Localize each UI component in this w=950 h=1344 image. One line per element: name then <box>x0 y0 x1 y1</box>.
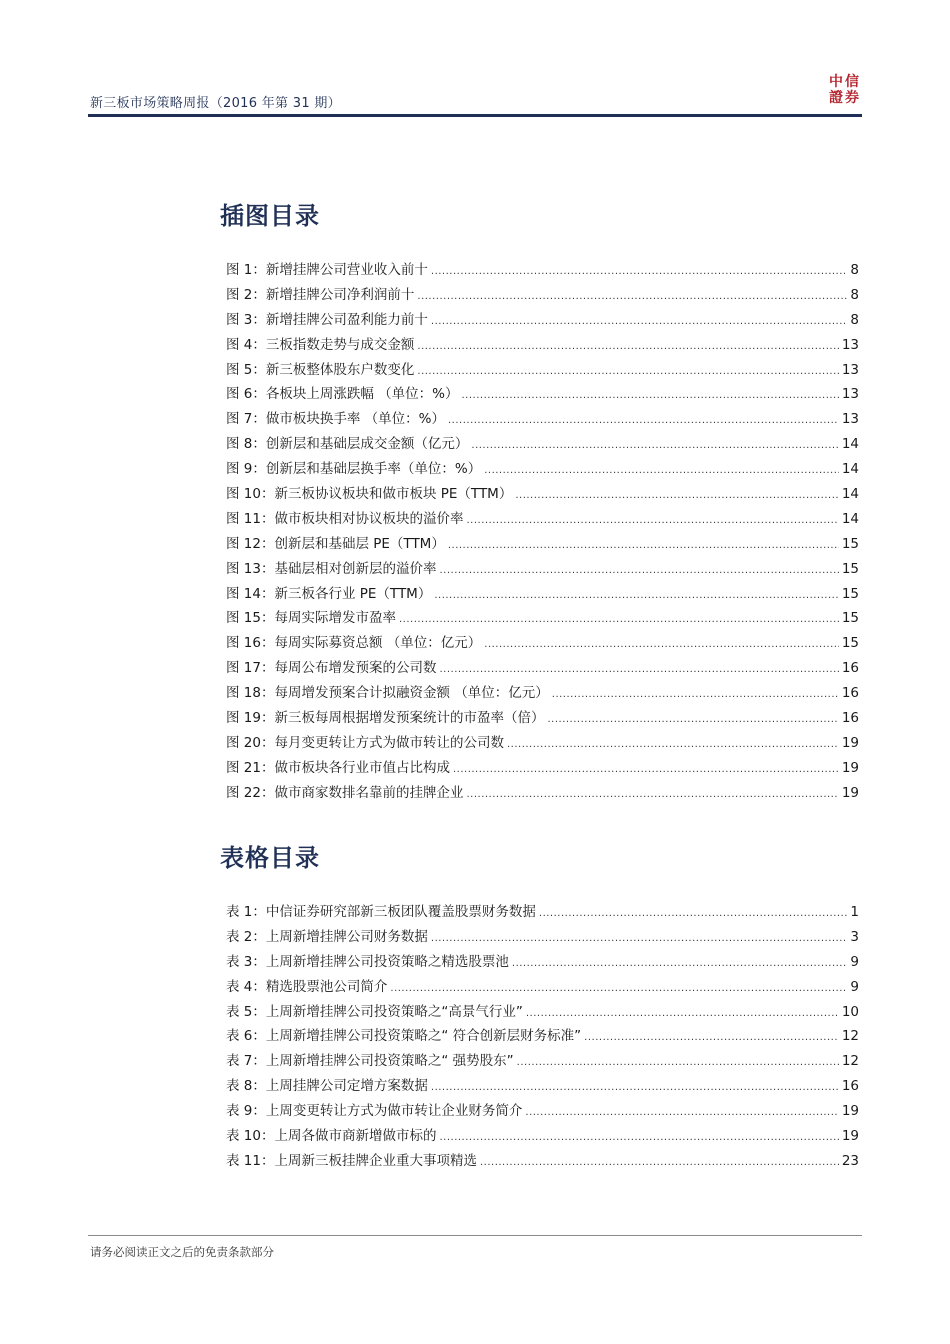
figure-toc-entry[interactable] <box>226 781 859 806</box>
logo-char: 中 <box>829 74 843 90</box>
table-toc-entry[interactable] <box>226 1074 859 1099</box>
toc-dot-leader <box>439 565 838 576</box>
toc-dot-leader <box>552 689 839 700</box>
toc-dot-leader <box>466 789 838 800</box>
toc-dot-leader <box>417 366 838 377</box>
toc-dot-leader <box>517 1057 839 1068</box>
toc-dot-leader <box>466 515 838 526</box>
table-toc-entry[interactable] <box>226 1049 859 1074</box>
toc-page-number: 1 <box>850 904 859 920</box>
toc-entry-label: 图 3：新增挂牌公司盈利能力前十 <box>226 311 428 328</box>
toc-entry-label: 表 3：上周新增挂牌公司投资策略之精选股票池 <box>226 953 509 970</box>
figure-toc-entry[interactable] <box>226 532 859 557</box>
toc-dot-leader <box>515 490 838 501</box>
toc-page-number: 19 <box>841 784 859 801</box>
figure-toc-entry[interactable] <box>226 382 859 407</box>
toc-dot-leader <box>417 341 838 352</box>
toc-entry-label: 表 6：上周新增挂牌公司投资策略之“ 符合创新层财务标准” <box>226 1028 582 1045</box>
figure-toc-entry[interactable] <box>226 308 859 333</box>
toc-dot-leader <box>480 1157 839 1168</box>
toc-page-number: 8 <box>850 311 859 328</box>
toc-entry-label: 表 4：精选股票池公司简介 <box>226 978 388 995</box>
toc-page-number: 14 <box>841 461 859 478</box>
header-divider <box>88 114 862 117</box>
figure-toc-entry[interactable] <box>226 756 859 781</box>
figure-toc-entry[interactable] <box>226 333 859 358</box>
tables-toc-list <box>226 900 859 1174</box>
toc-entry-label: 表 2：上周新增挂牌公司财务数据 <box>226 928 428 945</box>
toc-dot-leader <box>526 1008 839 1019</box>
table-toc-entry[interactable] <box>226 1000 859 1025</box>
toc-page-number: 15 <box>841 585 859 602</box>
figure-toc-entry[interactable] <box>226 457 859 482</box>
citic-securities-logo <box>828 74 860 106</box>
toc-page-number: 19 <box>841 734 859 751</box>
figure-toc-entry[interactable] <box>226 557 859 582</box>
toc-entry-label: 表 8：上周挂牌公司定增方案数据 <box>226 1078 428 1095</box>
tables-toc-title: 表格目录 <box>220 844 320 872</box>
toc-entry-label: 图 13：基础层相对创新层的溢价率 <box>226 560 437 577</box>
toc-entry-label: 图 22：做市商家数排名靠前的挂牌企业 <box>226 784 464 801</box>
toc-entry-label: 图 21：做市板块各行业市值占比构成 <box>226 759 450 776</box>
toc-page-number: 16 <box>841 685 859 702</box>
toc-entry-label: 图 4：三板指数走势与成交金额 <box>226 336 415 353</box>
toc-dot-leader <box>471 440 838 451</box>
figure-toc-entry[interactable] <box>226 681 859 706</box>
toc-entry-label: 图 7：做市板块换手率 （单位：%） <box>226 411 445 428</box>
toc-dot-leader <box>539 908 848 919</box>
toc-entry-label: 图 5：新三板整体股东户数变化 <box>226 361 415 378</box>
toc-page-number: 19 <box>841 1128 859 1145</box>
table-toc-entry[interactable] <box>226 975 859 1000</box>
toc-page-number: 14 <box>841 436 859 453</box>
logo-char: 證 <box>829 90 843 106</box>
toc-entry-label: 图 19：新三板每周根据增发预案统计的市盈率（倍） <box>226 710 545 727</box>
figure-toc-entry[interactable] <box>226 258 859 283</box>
toc-dot-leader <box>417 291 847 302</box>
table-toc-entry[interactable] <box>226 950 859 975</box>
table-toc-entry[interactable] <box>226 1024 859 1049</box>
toc-entry-label: 图 15：每周实际增发市盈率 <box>226 610 396 627</box>
toc-page-number: 13 <box>841 361 859 378</box>
toc-dot-leader <box>525 1107 838 1118</box>
toc-entry-label: 表 10：上周各做市商新增做市标的 <box>226 1128 437 1145</box>
figure-toc-entry[interactable] <box>226 482 859 507</box>
figure-toc-entry[interactable] <box>226 507 859 532</box>
toc-page-number: 14 <box>841 510 859 527</box>
toc-dot-leader <box>484 639 839 650</box>
toc-page-number: 14 <box>841 486 859 503</box>
toc-page-number: 23 <box>841 1152 859 1169</box>
table-toc-entry[interactable] <box>226 925 859 950</box>
toc-entry-label: 图 1：新增挂牌公司营业收入前十 <box>226 262 428 278</box>
toc-dot-leader <box>448 415 839 426</box>
toc-entry-label: 表 7：上周新增挂牌公司投资策略之“ 强势股东” <box>226 1053 514 1070</box>
toc-dot-leader <box>448 540 839 551</box>
toc-dot-leader <box>439 1132 838 1143</box>
toc-entry-label: 图 11：做市板块相对协议板块的溢价率 <box>226 510 464 527</box>
toc-entry-label: 表 5：上周新增挂牌公司投资策略之“高景气行业” <box>226 1003 523 1020</box>
toc-page-number: 16 <box>841 710 859 727</box>
toc-page-number: 16 <box>841 660 859 677</box>
toc-dot-leader <box>431 1082 839 1093</box>
toc-page-number: 13 <box>841 386 859 403</box>
toc-page-number: 15 <box>841 610 859 627</box>
figure-toc-entry[interactable] <box>226 631 859 656</box>
toc-entry-label: 图 9：创新层和基础层换手率（单位：%） <box>226 461 482 478</box>
toc-dot-leader <box>484 465 839 476</box>
toc-entry-label: 表 11：上周新三板挂牌企业重大事项精选 <box>226 1152 477 1169</box>
toc-page-number: 9 <box>850 978 859 995</box>
figure-toc-entry[interactable] <box>226 606 859 631</box>
toc-dot-leader <box>453 764 839 775</box>
toc-dot-leader <box>507 739 839 750</box>
toc-page-number: 13 <box>841 411 859 428</box>
logo-char: 信 <box>845 74 859 90</box>
toc-dot-leader <box>439 664 838 675</box>
toc-dot-leader <box>462 390 839 401</box>
toc-page-number: 8 <box>850 262 859 278</box>
toc-entry-label: 表 1：中信证券研究部新三板团队覆盖股票财务数据 <box>226 904 536 920</box>
table-toc-entry[interactable] <box>226 1149 859 1174</box>
toc-entry-label: 表 9：上周变更转让方式为做市转让企业财务简介 <box>226 1103 523 1120</box>
toc-dot-leader <box>547 714 838 725</box>
toc-page-number: 12 <box>841 1028 859 1045</box>
toc-dot-leader <box>434 590 838 601</box>
toc-dot-leader <box>431 266 848 277</box>
toc-dot-leader <box>512 958 848 969</box>
toc-dot-leader <box>399 614 839 625</box>
toc-entry-label: 图 14：新三板各行业 PE（TTM） <box>226 585 432 602</box>
disclaimer-footer: 请务必阅读正文之后的免责条款部分 <box>90 1245 274 1259</box>
logo-char: 券 <box>845 90 859 106</box>
toc-entry-label: 图 10：新三板协议板块和做市板块 PE（TTM） <box>226 486 513 503</box>
toc-page-number: 13 <box>841 336 859 353</box>
toc-page-number: 15 <box>841 560 859 577</box>
toc-dot-leader <box>431 933 848 944</box>
figure-toc-entry[interactable] <box>226 432 859 457</box>
toc-page-number: 19 <box>841 1103 859 1120</box>
figure-toc-entry[interactable] <box>226 731 859 756</box>
toc-page-number: 8 <box>850 286 859 303</box>
toc-dot-leader <box>431 316 848 327</box>
figure-toc-entry[interactable] <box>226 706 859 731</box>
footer-divider <box>88 1235 862 1236</box>
toc-page-number: 15 <box>841 635 859 652</box>
table-toc-entry[interactable] <box>226 1099 859 1124</box>
table-toc-entry[interactable] <box>226 900 859 925</box>
toc-entry-label: 图 16：每周实际募资总额 （单位：亿元） <box>226 635 482 652</box>
toc-entry-label: 图 18：每周增发预案合计拟融资金额 （单位：亿元） <box>226 685 549 702</box>
toc-dot-leader <box>584 1032 839 1043</box>
figure-toc-entry[interactable] <box>226 283 859 308</box>
toc-entry-label: 图 12：创新层和基础层 PE（TTM） <box>226 535 445 552</box>
toc-entry-label: 图 17：每周公布增发预案的公司数 <box>226 660 437 677</box>
toc-dot-leader <box>390 983 847 994</box>
figure-toc-entry[interactable] <box>226 582 859 607</box>
toc-page-number: 3 <box>850 928 859 945</box>
figure-toc-entry[interactable] <box>226 358 859 383</box>
figure-toc-entry[interactable] <box>226 656 859 681</box>
table-toc-entry[interactable] <box>226 1124 859 1149</box>
figures-toc-list <box>226 258 859 806</box>
toc-page-number: 16 <box>841 1078 859 1095</box>
toc-entry-label: 图 2：新增挂牌公司净利润前十 <box>226 286 415 303</box>
toc-entry-label: 图 6：各板块上周涨跌幅 （单位：%） <box>226 386 459 403</box>
toc-page-number: 10 <box>841 1003 859 1020</box>
figures-toc-title: 插图目录 <box>220 202 320 230</box>
toc-entry-label: 图 20：每月变更转让方式为做市转让的公司数 <box>226 734 504 751</box>
toc-entry-label: 图 8：创新层和基础层成交金额（亿元） <box>226 436 469 453</box>
toc-page-number: 15 <box>841 535 859 552</box>
figure-toc-entry[interactable] <box>226 407 859 432</box>
toc-page-number: 12 <box>841 1053 859 1070</box>
toc-page-number: 19 <box>841 759 859 776</box>
report-header-title: 新三板市场策略周报（2016 年第 31 期） <box>90 96 341 111</box>
toc-page-number: 9 <box>850 953 859 970</box>
